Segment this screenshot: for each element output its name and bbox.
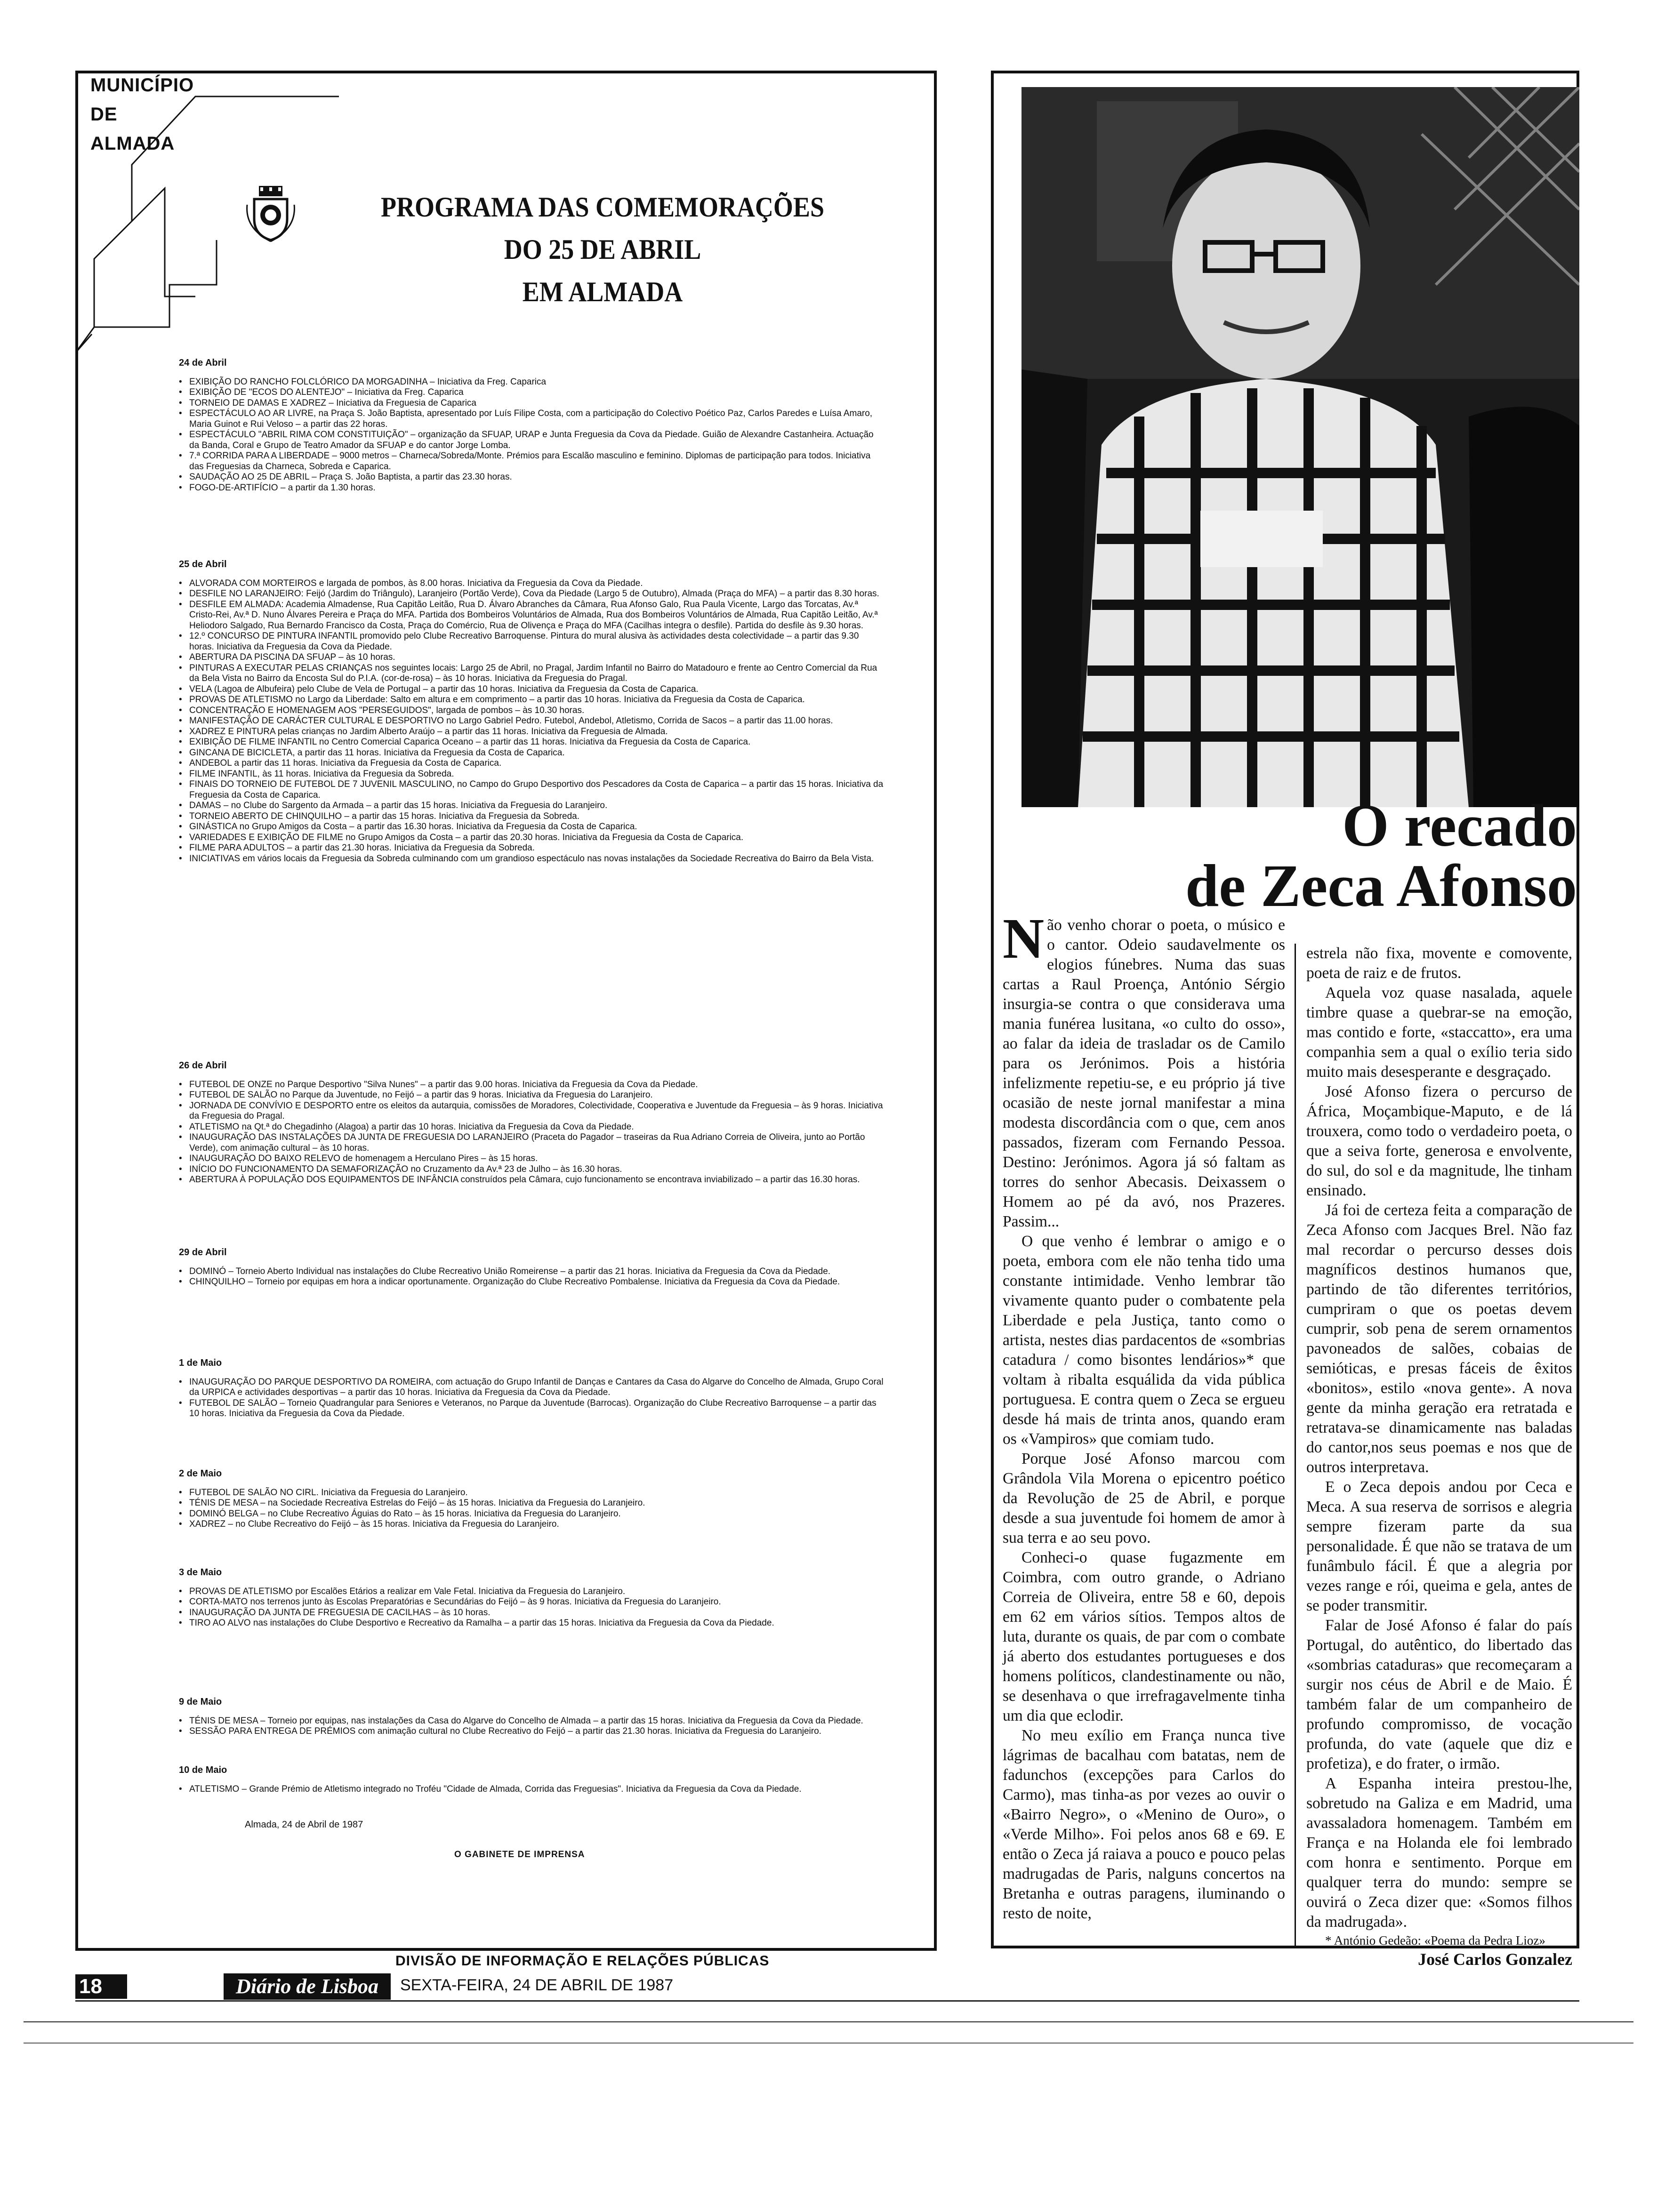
page-edge-rule bbox=[24, 2021, 1633, 2022]
footer-rule bbox=[75, 2000, 1579, 2002]
day-heading: 10 de Maio bbox=[179, 1765, 227, 1775]
article-paragraph: E o Zeca depois andou por Ceca e Meca. A sua reserva de sorrisos e alegria sempre fizeram parte da sua personalidade. É que não se tratava de um funâmbulo fácil. É que a alegria por vezes range e rói, queima e gela, antes de se poder transmitir. bbox=[1306, 1478, 1572, 1614]
division-footer: DIVISÃO DE INFORMAÇÃO E RELAÇÕES PÚBLICAS bbox=[395, 1953, 770, 1969]
event-item: • 7.ª CORRIDA PARA A LIBERDADE – 9000 metros – Charneca/Sobreda/Monte. Prémios para Escalão masculino e feminino. Diplomas de participação para todos. Iniciativa das Freguesias da Charneca, Sobreda e Caparica. bbox=[179, 451, 885, 472]
event-item: • ABERTURA DA PISCINA DA SFUAP – às 10 horas. bbox=[179, 652, 885, 663]
event-item: • PROVAS DE ATLETISMO por Escalões Etários a realizar em Vale Fetal. Iniciativa da Freguesia do Laranjeiro. bbox=[179, 1587, 885, 1597]
event-item: • DESFILE EM ALMADA: Academia Almadense, Rua Capitão Leitão, Rua D. Álvaro Abranches da Câmara, Rua Afonso Galo, Rua Paula Vicente, Largo das Torcatas, Av.ª Cristo-Rei, Av.ª D. Nuno Álvares Pereira e Praça do MFA. Partida dos Bombeiros Voluntários de Almada, Rua dos Bombeiros Voluntários de Almada, Rua Capitão Leitão, Av.ª Heliodoro Salgado, Rua Bernardo Francisco da Costa, Praça do Comércio, Rua de Olivença e Praça do MFA (Cacilhas integra o desfile). Partida do desfile às 9.30 horas. bbox=[179, 600, 885, 632]
event-list bbox=[179, 1266, 885, 1288]
article-paragraph: O que venho é lembrar o amigo e o poeta, embora com ele não tenha tido uma constante intimidade. Venho lembrar tão vivamente quanto puder o combatente pela Liberdade e pela Justiça, tanto como o artista, nestes dias pardacentos de «sombrias catadura / como bisontes lendários»* que voltam à ribalta esquálida da vida pública portuguesa. E contra quem o Zeca se ergueu desde há mais de trinta anos, quando eram os «Vampiros» que comiam tudo. bbox=[1003, 1233, 1285, 1448]
event-item: • DOMINÓ – Torneio Aberto Individual nas instalações do Clube Recreativo União Romeirense – a partir das 21 horas. Iniciativa da Freguesia da Cova da Piedade. bbox=[179, 1266, 885, 1277]
event-item: • ALVORADA COM MORTEIROS e largada de pombos, às 8.00 horas. Iniciativa da Freguesia da Cova da Piedade. bbox=[179, 578, 885, 589]
event-list bbox=[179, 1377, 885, 1419]
newspaper-masthead: Diário de Lisboa bbox=[224, 1973, 391, 2000]
event-item: • EXIBIÇÃO DE "ECOS DO ALENTEJO" – Iniciativa da Freg. Caparica bbox=[179, 387, 885, 398]
day-heading: 2 de Maio bbox=[179, 1468, 222, 1479]
issue-date: SEXTA-FEIRA, 24 DE ABRIL DE 1987 bbox=[400, 1976, 674, 1994]
day-heading: 25 de Abril bbox=[179, 559, 227, 569]
event-item: • FOGO-DE-ARTIFÍCIO – a partir da 1.30 horas. bbox=[179, 483, 885, 494]
event-item: • CORTA-MATO nos terrenos junto às Escolas Preparatórias e Secundárias do Feijó – às 9 horas. Iniciativa da Freguesia do Laranjeiro. bbox=[179, 1597, 885, 1608]
day-block-10-maio bbox=[179, 1765, 885, 1795]
event-item: • VELA (Lagoa de Albufeira) pelo Clube de Vela de Portugal – a partir das 10 horas. Iniciativa da Freguesia da Costa de Caparica. bbox=[179, 684, 885, 695]
event-item: • EXIBIÇÃO DE FILME INFANTIL no Centro Comercial Caparica Oceano – a partir das 11 horas. Iniciativa da Freguesia da Costa de Caparica. bbox=[179, 737, 885, 748]
day-block-24-abril bbox=[179, 358, 885, 493]
day-heading: 29 de Abril bbox=[179, 1247, 227, 1258]
event-item: • GINCANA DE BICICLETA, a partir das 11 horas. Iniciativa da Freguesia da Costa de Caparica. bbox=[179, 748, 885, 759]
municipio-line-1: MUNICÍPIO bbox=[90, 75, 194, 96]
day-block-3-maio bbox=[179, 1567, 885, 1629]
event-item: • CONCENTRAÇÃO E HOMENAGEM AOS "PERSEGUIDOS", largada de pombos – às 10.30 horas. bbox=[179, 705, 885, 716]
event-item: • ANDEBOL a partir das 11 horas. Iniciativa da Freguesia da Costa de Caparica. bbox=[179, 758, 885, 769]
municipio-line-2: DE bbox=[90, 104, 118, 125]
event-item: • JORNADA DE CONVÍVIO E DESPORTO entre os eleitos da autarquia, comissões de Moradores, Colectividade, Cooperativa e Juventude da Freguesia – às 9 horas. Iniciativa da Freguesia do Pragal. bbox=[179, 1101, 885, 1122]
event-item: • INAUGURAÇÃO DO BAIXO RELEVO de homenagem a Herculano Pires – às 15 horas. bbox=[179, 1154, 885, 1164]
article-column-1 bbox=[1003, 907, 1285, 1948]
day-block-2-maio bbox=[179, 1468, 885, 1530]
day-block-9-maio bbox=[179, 1697, 885, 1737]
day-block-26-abril bbox=[179, 1060, 885, 1186]
article-paragraph: No meu exílio em França nunca tive lágrimas de bacalhau com batatas, nem de fadunchos (excepções para Carlos do Carmo), mas tinha-as por vezes ao ouvir o «Bairro Negro», o «Menino de Ouro», o «Verde Milho». Foi pelos anos 68 e 69. E então o Zeca já raiava a pouco e pouco pelas madrugadas de Paris, nalguns concertos na Bretanha e outras paragens, iluminando o resto de noite, bbox=[1003, 1727, 1285, 1922]
event-item: • ABERTURA À POPULAÇÃO DOS EQUIPAMENTOS DE INFÂNCIA construídos pela Câmara, cujo funcionamento se encontrava inviabilizado – a partir das 16.30 horas. bbox=[179, 1175, 885, 1186]
day-block-29-abril bbox=[179, 1247, 885, 1288]
day-heading: 26 de Abril bbox=[179, 1060, 227, 1071]
event-item: • TORNEIO ABERTO DE CHINQUILHO – a partir das 15 horas. Iniciativa da Freguesia da Sobreda. bbox=[179, 811, 885, 822]
article-paragraph: Porque José Afonso marcou com Grândola Vila Morena o epicentro poético da Revolução de 25 de Abril, e porque desde a sua juventude foi homem de amor à sua terra e ao seu povo. bbox=[1003, 1450, 1285, 1547]
event-item: • INAUGURAÇÃO DA JUNTA DE FREGUESIA DE CACILHAS – às 10 horas. bbox=[179, 1608, 885, 1619]
article-paragraph: A Espanha inteira prestou-lhe, sobretudo na Galiza e em Madrid, uma avassaladora homenagem. Também em França e na Holanda ele foi lembrado com honra e sentimento. Porque em qualquer terra do mundo: sempre se ouvirá o Zeca dizer que: «Somos filhos da madrugada». bbox=[1306, 1775, 1572, 1931]
event-item: • TÉNIS DE MESA – Torneio por equipas, nas instalações da Casa do Algarve do Concelho de Almada – a partir das 15 horas. Iniciativa da Freguesia da Cova da Piedade. bbox=[179, 1716, 885, 1727]
event-item: • PROVAS DE ATLETISMO no Largo da Liberdade: Salto em altura e em comprimento – a partir das 10 horas. Iniciativa da Freguesia da Costa de Caparica. bbox=[179, 695, 885, 705]
signature-date: Almada, 24 de Abril de 1987 bbox=[245, 1819, 363, 1830]
event-item: • GINÁSTICA no Grupo Amigos da Costa – a partir das 16.30 horas. Iniciativa da Freguesia da Costa de Caparica. bbox=[179, 822, 885, 833]
event-item: • FILME PARA ADULTOS – a partir das 21.30 horas. Iniciativa da Freguesia da Sobreda. bbox=[179, 843, 885, 854]
event-item: • FUTEBOL DE SALÃO NO CIRL. Iniciativa da Freguesia do Laranjeiro. bbox=[179, 1488, 885, 1499]
event-list bbox=[179, 377, 885, 494]
signature-office: O GABINETE DE IMPRENSA bbox=[454, 1850, 585, 1859]
almada-coat-of-arms-icon bbox=[245, 186, 297, 242]
event-item: • TORNEIO DE DAMAS E XADREZ – Iniciativa da Freguesia de Caparica bbox=[179, 398, 885, 409]
article-title-line-1: O recado bbox=[1342, 792, 1577, 859]
event-item: • XADREZ E PINTURA pelas crianças no Jardim Alberto Araújo – a partir das 11 horas. Iniciativa da Freguesia de Almada. bbox=[179, 727, 885, 737]
drop-cap: N bbox=[1003, 907, 1045, 970]
event-list bbox=[179, 1716, 885, 1737]
event-list bbox=[179, 1784, 885, 1795]
event-item: • FUTEBOL DE SALÃO – Torneio Quadrangular para Seniores e Veteranos, no Parque da Juventude (Barrocas). Organização do Clube Recreativo Barroquense – a partir das 10 horas. Iniciativa da Freguesia da Cova da Piedade. bbox=[179, 1398, 885, 1419]
event-item: • CHINQUILHO – Torneio por equipas em hora a indicar oportunamente. Organização do Clube Recreativo Pombalense. Iniciativa da Freguesia da Cova da Piedade. bbox=[179, 1277, 885, 1288]
event-item: • DOMINÓ BELGA – no Clube Recreativo Águias do Rato – às 15 horas. Iniciativa da Freguesia do Laranjeiro. bbox=[179, 1509, 885, 1520]
article-paragraph: ão venho chorar o poeta, o músico e o cantor. Odeio saudavelmente os elogios fúnebres. Numa das suas cartas a Raul Proença, António Sérgio insurgia-se contra o que considerava uma mania funérea lusitana, «o culto do osso», ao falar da ideia de trasladar os de Camilo para os Jerónimos. Pois a história infelizmente repetiu-se, e eu próprio já tive ocasião de neste jornal manifestar a mina modesta discordância com o que, cem anos passados, fizeram com Fernando Pessoa. Destino: Jerónimos. Agora já só faltam as torres do senhor Abecasis. Deixassem o Homem ao pé da avó, nos Prazeres. Passim... bbox=[1003, 916, 1285, 1230]
article-paragraph: José Afonso fizera o percurso de África, Moçambique-Maputo, e de lá trouxera, como todo o verdadeiro poeta, o que a seiva forte, generosa e envolvente, do sul, do sol e da magnitude, lhe tinham ensinado. bbox=[1306, 1083, 1572, 1199]
event-item: • DAMAS – no Clube do Sargento da Armada – a partir das 15 horas. Iniciativa da Freguesia do Laranjeiro. bbox=[179, 801, 885, 811]
event-item: • DESFILE NO LARANJEIRO: Feijó (Jardim do Triângulo), Laranjeiro (Portão Verde), Cova da Piedade (Largo 5 de Outubro), Almada (Praça do MFA) – a partir das 8.30 horas. bbox=[179, 589, 885, 600]
event-item: • INICIATIVAS em vários locais da Freguesia da Sobreda culminando com um grandioso espectáculo nas novas instalações da Sociedade Recreativa do Bairro da Bela Vista. bbox=[179, 854, 885, 865]
event-item: • TIRO AO ALVO nas instalações do Clube Desportivo e Recreativo da Ramalha – a partir das 15 horas. Iniciativa da Freguesia da Cova da Piedade. bbox=[179, 1618, 885, 1629]
event-item: • FUTEBOL DE SALÃO no Parque da Juventude, no Feijó – a partir das 9 horas. Iniciativa da Freguesia do Laranjeiro. bbox=[179, 1090, 885, 1101]
event-item: • SESSÃO PARA ENTREGA DE PRÉMIOS com animação cultural no Clube Recreativo do Feijó – a partir das 21.30 horas. Iniciativa da Freguesia do Laranjeiro. bbox=[179, 1726, 885, 1737]
article-paragraph: Aquela voz quase nasalada, aquele timbre quase a quebrar-se na emoção, mas contido e forte, «staccatto», era uma companhia sem a qual o exílio teria sido muito mais desesperante e desgraçado. bbox=[1306, 984, 1572, 1081]
article-column-2 bbox=[1306, 944, 1572, 1969]
event-item: • TÉNIS DE MESA – na Sociedade Recreativa Estrelas do Feijó – às 15 horas. Iniciativa da Freguesia do Laranjeiro. bbox=[179, 1498, 885, 1509]
article-footnote: * António Gedeão: «Poema da Pedra Lioz» bbox=[1325, 1933, 1545, 1948]
article-title-line-2: de Zeca Afonso bbox=[1185, 852, 1577, 919]
event-item: • ESPECTÁCULO AO AR LIVRE, na Praça S. João Baptista, apresentado por Luís Filipe Costa, com a participação do Colectivo Poético Paz, Carlos Paredes e Luísa Amaro, Maria Guinot e Rui Veloso – a partir das 22 horas. bbox=[179, 409, 885, 430]
event-item: • SAUDAÇÃO AO 25 DE ABRIL – Praça S. João Baptista, a partir das 23.30 horas. bbox=[179, 472, 885, 483]
article-paragraph: estrela não fixa, movente e comovente, poeta de raiz e de frutos. bbox=[1306, 945, 1572, 982]
municipio-line-3: ALMADA bbox=[90, 133, 175, 154]
day-heading: 24 de Abril bbox=[179, 358, 227, 368]
event-item: • ATLETISMO na Qt.ª do Chegadinho (Alagoa) a partir das 10 horas. Iniciativa da Freguesia da Cova da Piedade. bbox=[179, 1122, 885, 1133]
event-item: • INAUGURAÇÃO DO PARQUE DESPORTIVO DA ROMEIRA, com actuação do Grupo Infantil de Danças e Cantares da Casa do Algarve do Concelho de Almada, Grupo Coral da URPICA e actividades desportivas – a partir das 10 horas. Iniciativa da Freguesia da Cova da Piedade. bbox=[179, 1377, 885, 1398]
article-paragraph: Já foi de certeza feita a comparação de Zeca Afonso com Jacques Brel. Não faz mal recordar o percurso desses dois magníficos destinos humanos que, partindo de tão diferentes territórios, cumpriram o que os poetas devem cumprir, sob pena de serem ornamentos pavoneados de salões, cobaias de semióticas, e presas fáceis de êxitos «bonitos», estilo «nova gente». A nova gente da minha geração era retratada e retratava-se dinamicamente nas baladas do cantor,nos seus poemas e nos que de outros interpretava. bbox=[1306, 1202, 1572, 1476]
event-item: • INÍCIO DO FUNCIONAMENTO DA SEMAFORIZAÇÃO no Cruzamento da Av.ª 23 de Julho – às 16.30 horas. bbox=[179, 1164, 885, 1175]
article-paragraph: Conheci-o quase fugazmente em Coimbra, com outro grande, o Adriano Correia de Oliveira, entre 58 e 60, depois em 62 em vários sítios. Tempos altos de luta, durante os quais, de par com o combate já aberto dos estudantes portugueses e dos homens políticos, clandestinamente ou não, se desenhava o que irrefragavelmente tinha um dia que eclodir. bbox=[1003, 1549, 1285, 1724]
event-item: • ATLETISMO – Grande Prémio de Atletismo integrado no Troféu "Cidade de Almada, Corrida das Freguesias". Iniciativa da Freguesia da Cova da Piedade. bbox=[179, 1784, 885, 1795]
event-item: • PINTURAS A EXECUTAR PELAS CRIANÇAS nos seguintes locais: Largo 25 de Abril, no Pragal, Jardim Infantil no Bairro do Matadouro e frente ao Centro Comercial da Rua da Bela Vista no Bairro da Encosta Sul do P.I.A. (cor-de-rosa) – às 10 horas. Iniciativa da Freguesia do Pragal. bbox=[179, 663, 885, 684]
event-item: • INAUGURAÇÃO DAS INSTALAÇÕES DA JUNTA DE FREGUESIA DO LARANJEIRO (Praceta do Pagador – traseiras da Rua Adriano Correia de Oliveira, junto ao Portão Verde), com animação cultural – às 10 horas. bbox=[179, 1132, 885, 1154]
page-number: 18 bbox=[75, 1974, 127, 1999]
day-heading: 3 de Maio bbox=[179, 1567, 222, 1578]
event-list bbox=[179, 1488, 885, 1530]
article-paragraph: Falar de José Afonso é falar do país Portugal, do autêntico, do libertado das «sombrias cataduras» que recomeçaram a surgir nos céus de Abril e de Maio. É também falar de um companheiro de profundo compromisso, de vocação profunda, do vate (aquele que diz e profetiza), e do frater, o irmão. bbox=[1306, 1617, 1572, 1772]
event-item: • 12.º CONCURSO DE PINTURA INFANTIL promovido pelo Clube Recreativo Barroquense. Pintura do mural alusiva às actividades desta colectividade – a partir das 9.30 horas. Iniciativa da Freguesia da Cova da Piedade. bbox=[179, 631, 885, 652]
event-item: • FUTEBOL DE ONZE no Parque Desportivo "Silva Nunes" – a partir das 9.00 horas. Iniciativa da Freguesia da Cova da Piedade. bbox=[179, 1080, 885, 1090]
event-list bbox=[179, 1587, 885, 1629]
event-item: • FILME INFANTIL, às 11 horas. Iniciativa da Freguesia da Sobreda. bbox=[179, 769, 885, 780]
day-heading: 9 de Maio bbox=[179, 1697, 222, 1707]
zeca-afonso-photo bbox=[1022, 87, 1579, 807]
event-item: • XADREZ – no Clube Recreativo do Feijó – às 15 horas. Iniciativa da Freguesia do Laranjeiro. bbox=[179, 1519, 885, 1530]
day-block-25-abril bbox=[179, 559, 885, 864]
programme-title-line-1: PROGRAMA DAS COMEMORAÇÕES bbox=[380, 192, 824, 223]
article-author: José Carlos Gonzalez bbox=[1418, 1950, 1572, 1969]
event-item: • FINAIS DO TORNEIO DE FUTEBOL DE 7 JUVENIL MASCULINO, no Campo do Grupo Desportivo dos Pescadores da Costa de Caparica – a partir das 15 horas. Iniciativa da Freguesia da Costa de Caparica. bbox=[179, 779, 885, 801]
programme-title-line-2: DO 25 DE ABRIL bbox=[504, 234, 701, 265]
programme-title bbox=[348, 186, 857, 313]
day-heading: 1 de Maio bbox=[179, 1358, 222, 1368]
municipio-label bbox=[90, 71, 194, 158]
programme-title-line-3: EM ALMADA bbox=[522, 276, 683, 307]
event-list bbox=[179, 578, 885, 865]
event-item: • MANIFESTAÇÃO DE CARÁCTER CULTURAL E DESPORTIVO no Largo Gabriel Pedro. Futebol, Andebol, Atletismo, Corrida de Sacos – a partir das 11.00 horas. bbox=[179, 716, 885, 727]
event-item: • ESPECTÁCULO "ABRIL RIMA COM CONSTITUIÇÃO" – organização da SFUAP, URAP e Junta Freguesia da Cova da Piedade. Guião de Alexandre Castanheira. Actuação da Banda, Coral e Grupo de Teatro Amador da SFUAP e do cantor Jorge Lomba. bbox=[179, 430, 885, 451]
event-list bbox=[179, 1080, 885, 1186]
event-item: • VARIEDADES E EXIBIÇÃO DE FILME no Grupo Amigos da Costa – a partir das 20.30 horas. Iniciativa da Freguesia da Costa de Caparica. bbox=[179, 833, 885, 843]
column-rule bbox=[1295, 944, 1296, 1946]
article-title bbox=[1026, 792, 1577, 919]
day-block-1-maio bbox=[179, 1358, 885, 1419]
event-item: • EXIBIÇÃO DO RANCHO FOLCLÓRICO DA MORGADINHA – Iniciativa da Freg. Caparica bbox=[179, 377, 885, 388]
page-edge-rule bbox=[24, 2043, 1633, 2044]
